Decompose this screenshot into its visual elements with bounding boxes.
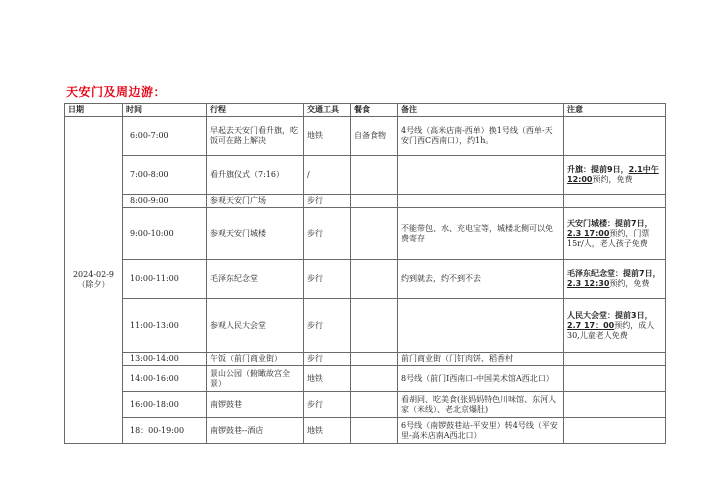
itinerary-table xyxy=(64,103,666,444)
remark-cell xyxy=(398,195,564,208)
page-title: 天安门及周边游： xyxy=(66,85,167,99)
remark-cell: 看胡同、吃美食(张妈妈特色川味馆、东河人家（米线）、老北京爆肚) xyxy=(398,392,564,418)
activity-cell: 午饭（前门商业街） xyxy=(207,353,304,366)
notice-cell xyxy=(564,366,666,392)
meal-cell xyxy=(351,299,398,353)
header-notice: 注意 xyxy=(564,104,666,117)
table-row xyxy=(65,156,666,195)
time-cell: 9:00-10:00 xyxy=(123,208,207,260)
notice-cell-mausoleum xyxy=(564,260,666,299)
transport-cell: 步行 xyxy=(304,208,351,260)
time-cell: 14:00-16:00 xyxy=(123,366,207,392)
time-cell: 11:00-13:00 xyxy=(123,299,207,353)
transport-cell: 步行 xyxy=(304,195,351,208)
activity-cell: 看升旗仪式（7:16） xyxy=(207,156,304,195)
table-header-row xyxy=(65,104,666,117)
notice-cell-flag xyxy=(564,156,666,195)
meal-cell xyxy=(351,366,398,392)
notice-mausoleum-deadline: 2.3 12:30 xyxy=(567,279,610,288)
activity-cell: 南锣鼓巷--酒店 xyxy=(207,418,304,444)
notice-gate-deadline: 2.3 17:00 xyxy=(567,228,610,238)
transport-cell: 地铁 xyxy=(304,418,351,444)
remark-cell xyxy=(398,156,564,195)
remark-cell: 前门商业街（门钉肉饼、稻香村 xyxy=(398,353,564,366)
notice-cell xyxy=(564,195,666,208)
table-row xyxy=(65,117,666,156)
meal-cell xyxy=(351,392,398,418)
table-row xyxy=(65,353,666,366)
remark-cell: 4号线（高米店南-西单）换1号线（西单-天安门西C西南口），约1h。 xyxy=(398,117,564,156)
meal-cell xyxy=(351,418,398,444)
header-remark: 备注 xyxy=(398,104,564,117)
notice-gate-label: 天安门城楼：提前7日， xyxy=(567,218,653,228)
activity-cell: 南锣鼓巷 xyxy=(207,392,304,418)
table-row xyxy=(65,418,666,444)
transport-cell: / xyxy=(304,156,351,195)
transport-cell: 步行 xyxy=(304,260,351,299)
transport-cell: 地铁 xyxy=(304,366,351,392)
notice-gate-rest: 预约，门票15r/人，老人孩子免费 xyxy=(567,228,650,248)
notice-flag-label: 升旗：提前9日， xyxy=(567,165,629,174)
table-row xyxy=(65,195,666,208)
header-meal: 餐食 xyxy=(351,104,398,117)
remark-cell: 约到就去，约不到不去 xyxy=(398,260,564,299)
meal-cell xyxy=(351,208,398,260)
table-row xyxy=(65,208,666,260)
activity-cell: 早起去天安门看升旗，吃饭可在路上解决 xyxy=(207,117,304,156)
meal-cell xyxy=(351,195,398,208)
date-value: 2024-02-9 xyxy=(72,270,115,279)
date-cell xyxy=(65,117,123,444)
time-cell: 7:00-8:00 xyxy=(123,156,207,195)
meal-cell xyxy=(351,156,398,195)
table-row xyxy=(65,299,666,353)
remark-cell xyxy=(398,299,564,353)
activity-cell: 参观人民大会堂 xyxy=(207,299,304,353)
notice-cell-gate xyxy=(564,208,666,260)
notice-flag-rest: 预约，免费 xyxy=(592,175,633,184)
time-cell: 16:00-18:00 xyxy=(123,392,207,418)
time-cell: 10:00-11:00 xyxy=(123,260,207,299)
transport-cell: 步行 xyxy=(304,392,351,418)
time-cell: 6:00-7:00 xyxy=(123,117,207,156)
notice-hall-deadline: 2.7 17：00 xyxy=(567,320,615,330)
notice-cell xyxy=(564,418,666,444)
time-cell: 18：00-19:00 xyxy=(123,418,207,444)
activity-cell: 毛泽东纪念堂 xyxy=(207,260,304,299)
transport-cell: 步行 xyxy=(304,299,351,353)
notice-flag-deadline: 2.1中午12:00 xyxy=(567,165,659,184)
remark-cell: 8号线（前门I西南口-中国美术馆A西北口） xyxy=(398,366,564,392)
notice-cell xyxy=(564,117,666,156)
notice-cell-hall xyxy=(564,299,666,353)
header-transport: 交通工具 xyxy=(304,104,351,117)
activity-cell: 参观天安门广场 xyxy=(207,195,304,208)
meal-cell xyxy=(351,353,398,366)
activity-cell: 参观天安门城楼 xyxy=(207,208,304,260)
notice-mausoleum-label: 毛泽东纪念堂：提前7日， xyxy=(567,269,661,278)
notice-cell xyxy=(564,392,666,418)
time-cell: 13:00-14:00 xyxy=(123,353,207,366)
notice-cell xyxy=(564,353,666,366)
table-row xyxy=(65,392,666,418)
transport-cell: 步行 xyxy=(304,353,351,366)
header-time: 时间 xyxy=(123,104,207,117)
remark-cell: 不能带包、水、充电宝等，城楼北侧可以免费寄存 xyxy=(398,208,564,260)
notice-hall-rest: 预约，成人30,儿童老人免费 xyxy=(567,320,655,340)
time-cell: 8:00-9:00 xyxy=(123,195,207,208)
header-date: 日期 xyxy=(65,104,123,117)
remark-cell: 6号线（南锣鼓巷站-平安里）转4号线（平安里-高米店南A西北口） xyxy=(398,418,564,444)
transport-cell: 地铁 xyxy=(304,117,351,156)
meal-cell: 自备食物 xyxy=(351,117,398,156)
table-row xyxy=(65,366,666,392)
header-activity: 行程 xyxy=(207,104,304,117)
table-row xyxy=(65,260,666,299)
meal-cell xyxy=(351,260,398,299)
notice-mausoleum-rest: 预约，免费 xyxy=(609,279,650,288)
activity-cell: 景山公园（俯瞰故宫全景） xyxy=(207,366,304,392)
notice-hall-label: 人民大会堂：提前3日， xyxy=(567,310,653,320)
date-note: （除夕） xyxy=(77,280,110,289)
